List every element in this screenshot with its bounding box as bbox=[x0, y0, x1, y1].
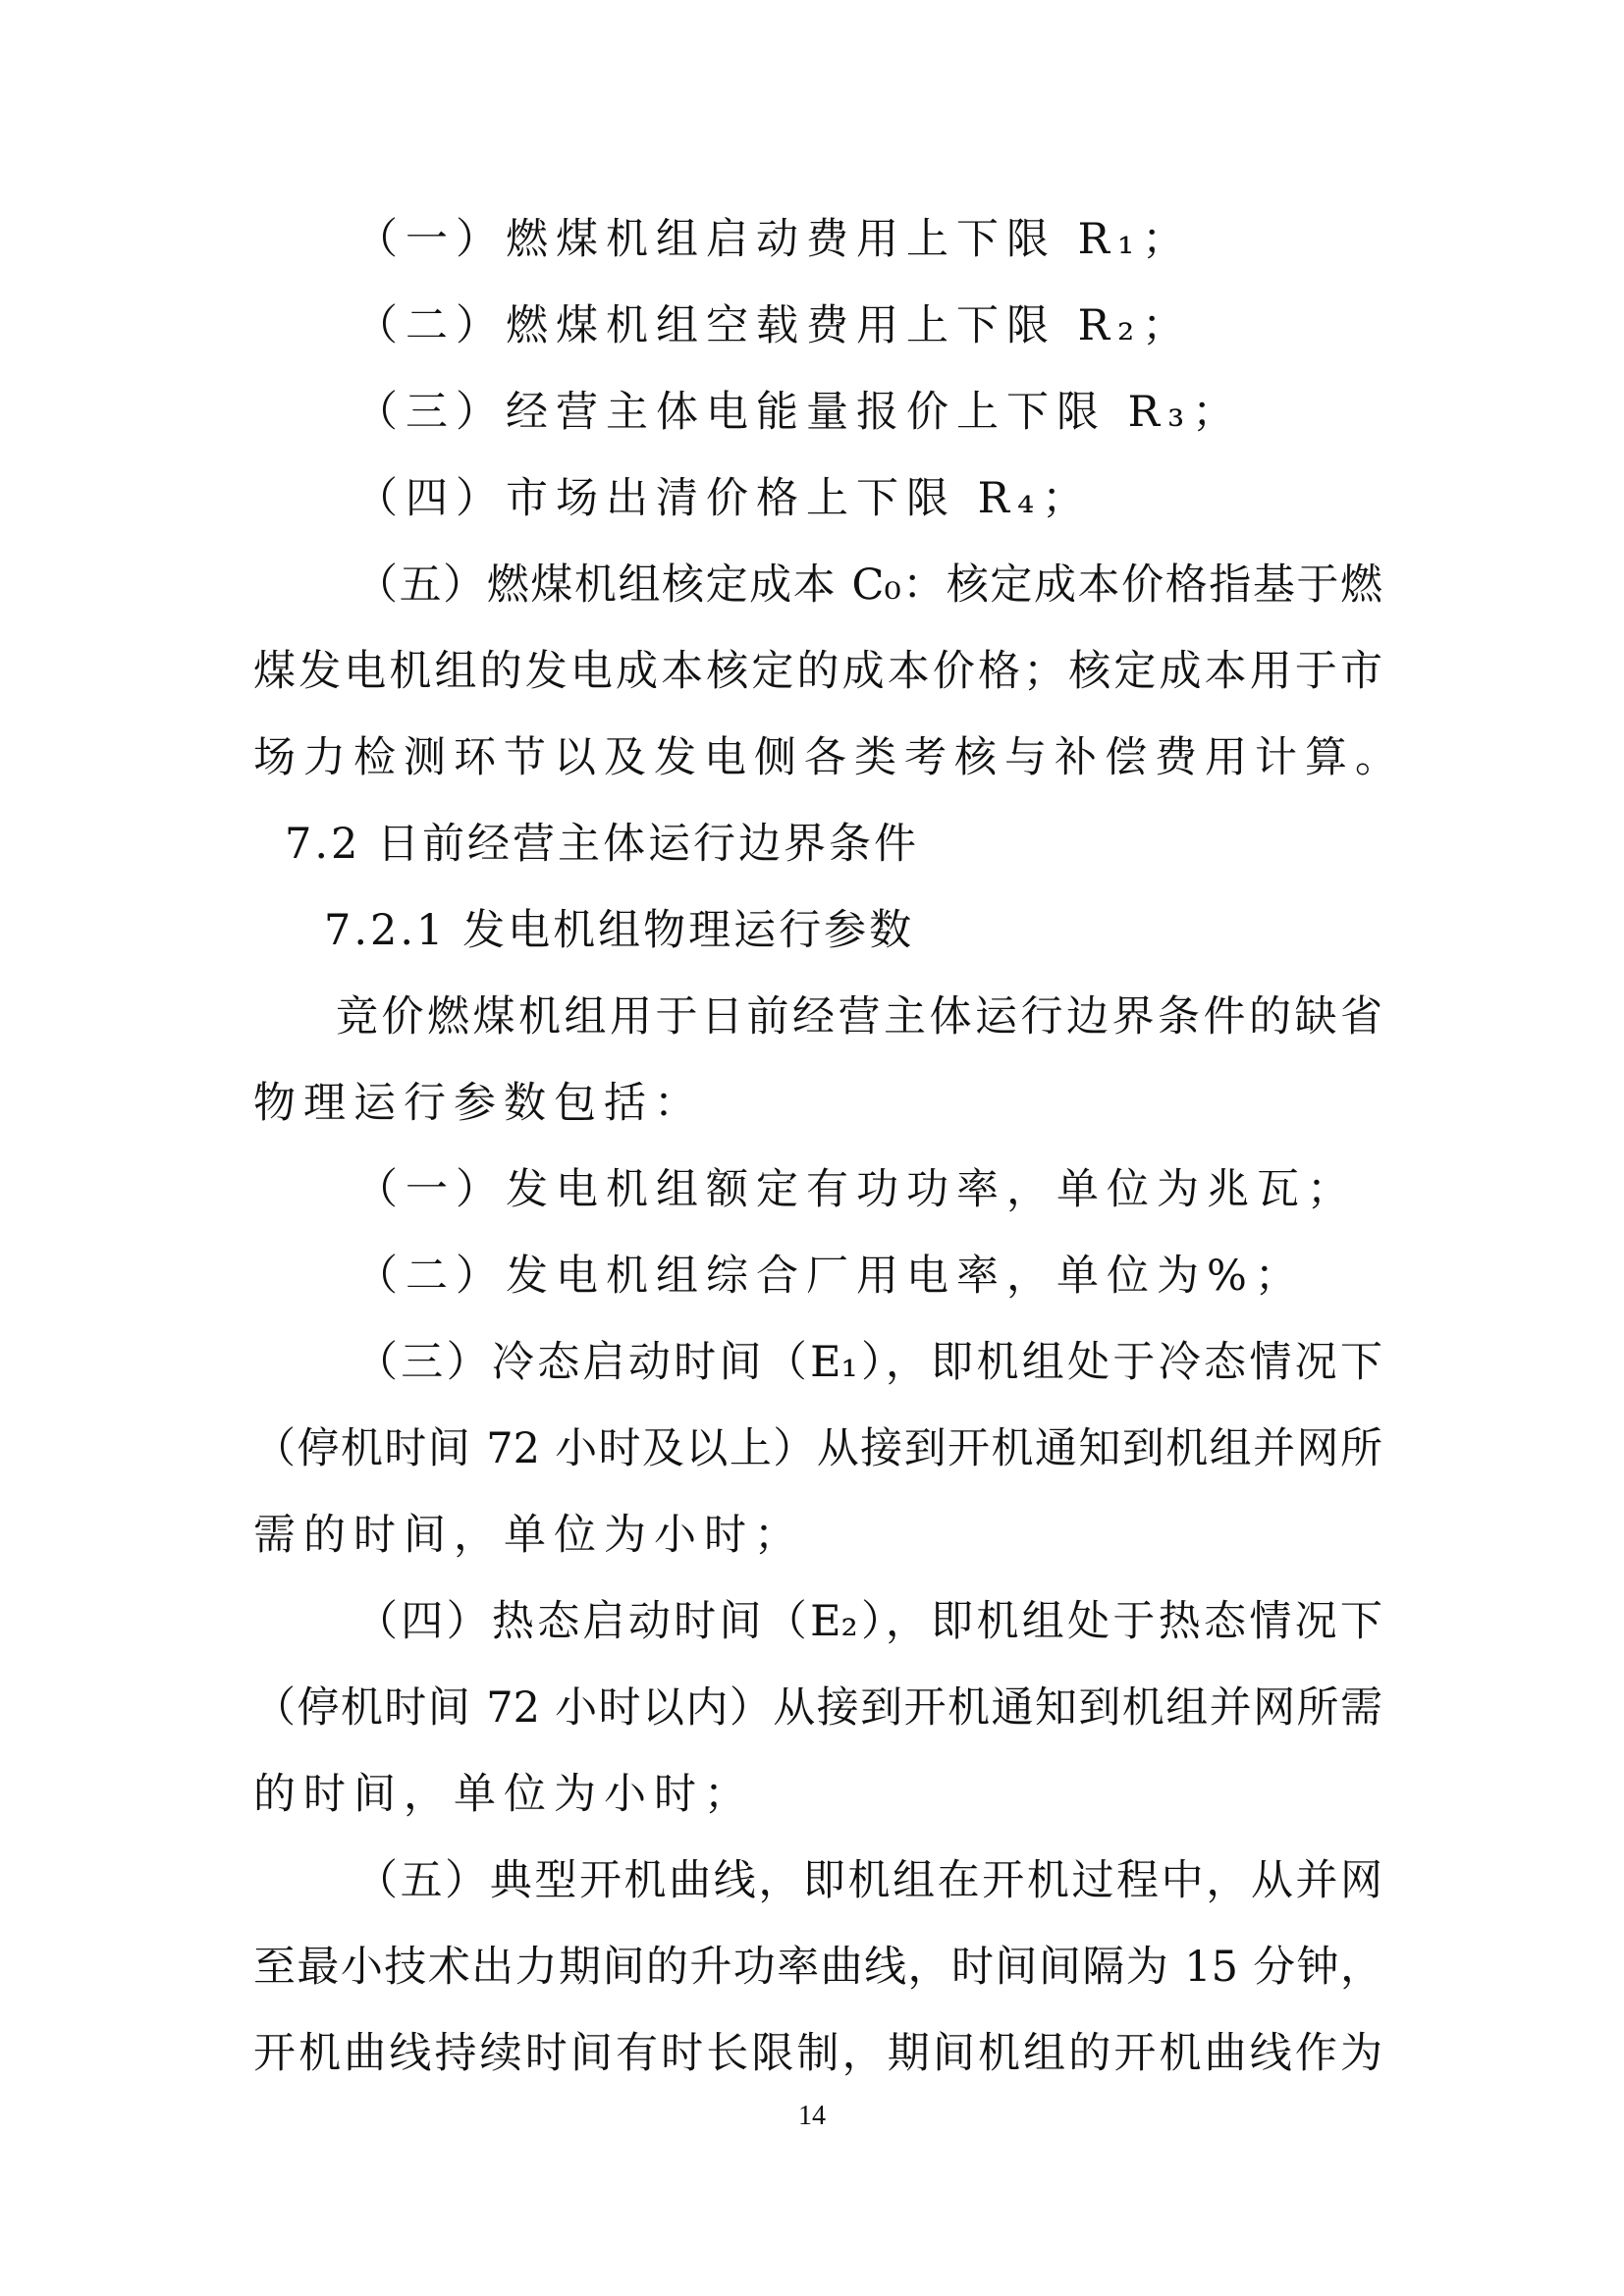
text-line-10: 竞价燃煤机组用于日前经营主体运行边界条件的缺省 bbox=[336, 992, 1382, 1041]
subsection-heading-7-2-1: 7.2.1 发电机组物理运行参数 bbox=[324, 906, 915, 955]
text-line-5: （五）燃煤机组核定成本 C₀：核定成本价格指基于燃 bbox=[355, 561, 1382, 610]
text-line-19: 的时间，单位为小时； bbox=[253, 1770, 754, 1819]
text-line-15: （停机时间 72 小时及以上）从接到开机通知到机组并网所 bbox=[253, 1424, 1382, 1473]
text-line-6: 煤发电机组的发电成本核定的成本价格；核定成本用于市 bbox=[253, 647, 1382, 696]
text-line-21: 至最小技术出力期间的升功率曲线，时间间隔为 15 分钟， bbox=[253, 1943, 1382, 1992]
text-line-14: （三）冷态启动时间（E₁），即机组处于冷态情况下 bbox=[355, 1338, 1382, 1387]
text-line-13: （二）发电机组综合厂用电率，单位为%； bbox=[355, 1252, 1305, 1301]
text-line-2: （二）燃煤机组空载费用上下限 R₂； bbox=[355, 301, 1193, 350]
text-line-11: 物理运行参数包括： bbox=[253, 1079, 704, 1128]
text-line-1: （一）燃煤机组启动费用上下限 R₁； bbox=[355, 215, 1193, 264]
text-line-20: （五）典型开机曲线，即机组在开机过程中，从并网 bbox=[355, 1856, 1382, 1905]
text-line-17: （四）热态启动时间（E₂），即机组处于热态情况下 bbox=[355, 1597, 1382, 1646]
text-line-7: 场力检测环节以及发电侧各类考核与补偿费用计算。 bbox=[253, 733, 1405, 782]
text-line-4: （四）市场出清价格上下限 R₄； bbox=[355, 474, 1093, 523]
text-line-12: （一）发电机组额定有功功率，单位为兆瓦； bbox=[355, 1165, 1357, 1214]
text-line-16: 需的时间，单位为小时； bbox=[253, 1511, 804, 1560]
section-heading-7-2: 7.2 日前经营主体运行边界条件 bbox=[285, 820, 920, 869]
page-number: 14 bbox=[798, 2101, 826, 2131]
text-line-3: （三）经营主体电能量报价上下限 R₃； bbox=[355, 388, 1243, 437]
text-line-22: 开机曲线持续时间有时长限制，期间机组的开机曲线作为 bbox=[253, 2029, 1382, 2078]
text-line-18: （停机时间 72 小时以内）从接到开机通知到机组并网所需 bbox=[253, 1683, 1382, 1733]
